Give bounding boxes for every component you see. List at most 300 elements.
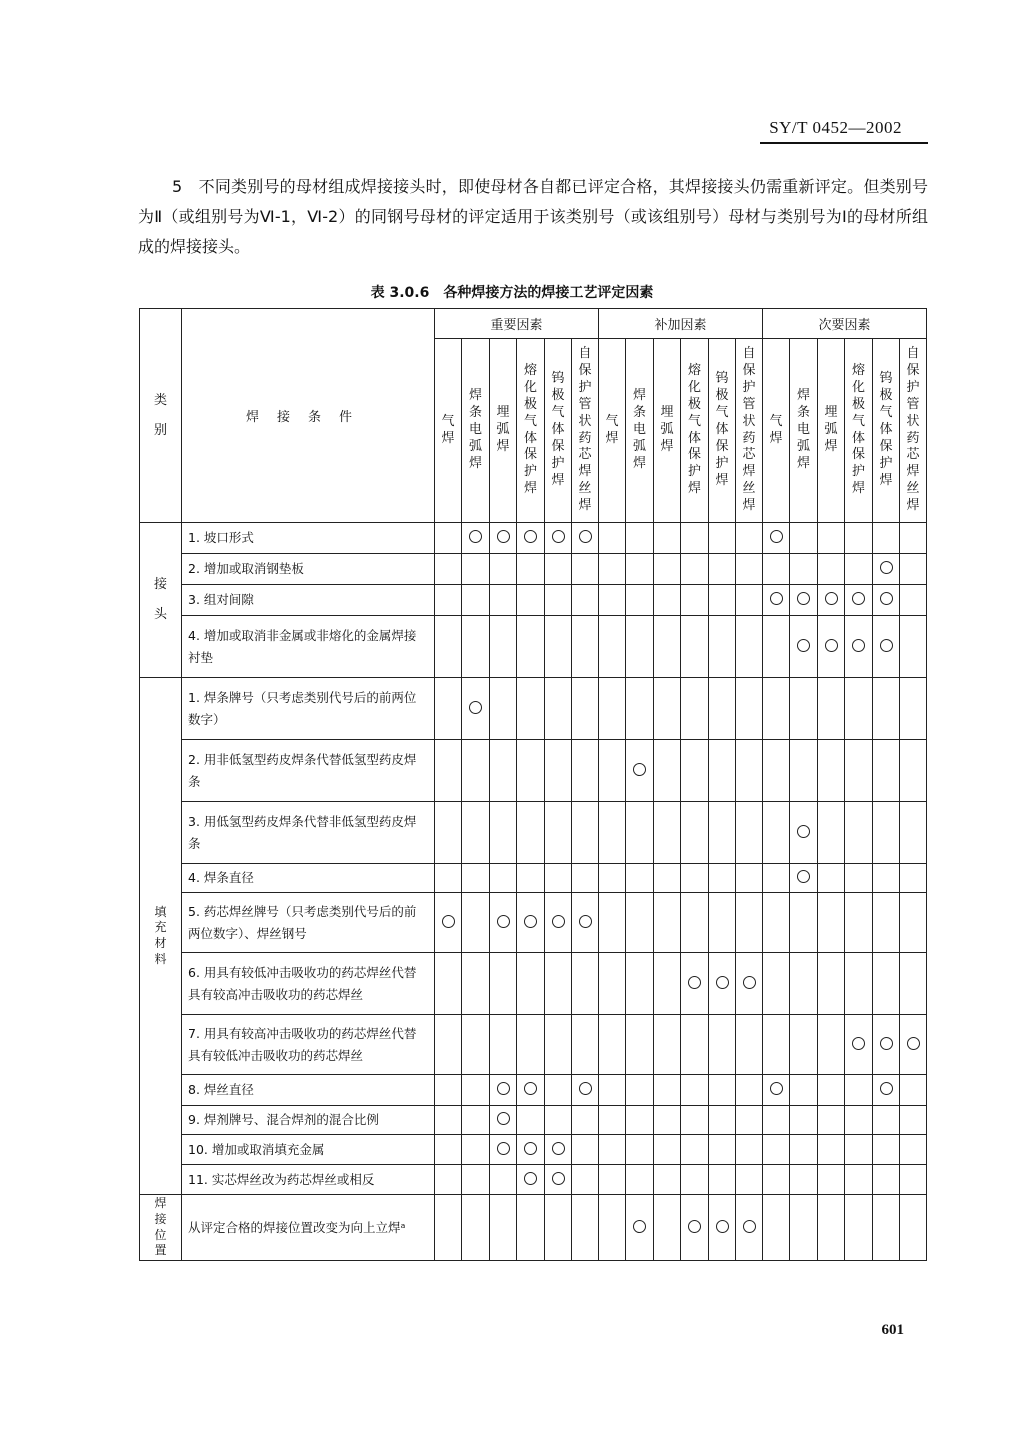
table-row (140, 554, 927, 585)
table-row (140, 1015, 927, 1075)
mark-cell (709, 802, 736, 864)
mark-cell (763, 1135, 790, 1165)
method-label: 熔化极气体保护焊 (524, 362, 538, 497)
table-row (140, 1106, 927, 1135)
mark-cell (462, 864, 490, 893)
mark-cell (626, 1165, 654, 1195)
mark-cell (845, 802, 873, 864)
mark-cell (517, 616, 545, 678)
mark-cell (790, 1075, 818, 1106)
circle-mark (770, 530, 783, 543)
method-header (626, 339, 654, 523)
mark-cell (654, 1165, 681, 1195)
mark-cell (790, 740, 818, 802)
mark-cell (435, 616, 462, 678)
mark-cell (900, 1015, 927, 1075)
page-number: 601 (881, 1322, 904, 1338)
table-row (140, 953, 927, 1015)
mark-cell (818, 1075, 845, 1106)
mark-cell (626, 953, 654, 1015)
circle-mark (880, 639, 893, 652)
group-header-1: 补加因素 (599, 309, 763, 339)
mark-cell (763, 616, 790, 678)
mark-cell (517, 585, 545, 616)
condition-cell: 2. 用非低氢型药皮焊条代替低氢型药皮焊条 (182, 740, 435, 802)
circle-mark (743, 976, 756, 989)
circle-mark (797, 639, 810, 652)
mark-cell (462, 523, 490, 554)
condition-cell: 4. 焊条直径 (182, 864, 435, 893)
mark-cell (599, 802, 626, 864)
mark-cell (626, 740, 654, 802)
mark-cell (654, 740, 681, 802)
category-label: 填充材料 (154, 904, 167, 966)
mark-cell (845, 523, 873, 554)
table-row (140, 893, 927, 953)
mark-cell (845, 678, 873, 740)
mark-cell (790, 523, 818, 554)
mark-cell (654, 1135, 681, 1165)
mark-cell (626, 802, 654, 864)
mark-cell (873, 1075, 900, 1106)
mark-cell (517, 1195, 545, 1261)
mark-cell (545, 893, 572, 953)
mark-cell (736, 678, 763, 740)
mark-cell (845, 554, 873, 585)
circle-mark (579, 530, 592, 543)
method-label: 自保护管状药芯焊丝焊 (578, 346, 592, 514)
mark-cell (490, 1195, 517, 1261)
method-header (654, 339, 681, 523)
circle-mark (797, 592, 810, 605)
mark-cell (654, 1106, 681, 1135)
mark-cell (599, 1195, 626, 1261)
mark-cell (763, 802, 790, 864)
mark-cell (545, 678, 572, 740)
mark-cell (709, 740, 736, 802)
mark-cell (873, 523, 900, 554)
mark-cell (873, 678, 900, 740)
mark-cell (626, 864, 654, 893)
circle-mark (524, 1142, 537, 1155)
circle-mark (524, 1172, 537, 1185)
table-row (140, 1075, 927, 1106)
mark-cell (763, 1195, 790, 1261)
category-header-cell (140, 309, 182, 523)
mark-cell (517, 1106, 545, 1135)
mark-cell (626, 1106, 654, 1135)
mark-cell (654, 616, 681, 678)
mark-cell (654, 554, 681, 585)
circle-mark (497, 1082, 510, 1095)
mark-cell (490, 1015, 517, 1075)
mark-cell (681, 523, 709, 554)
mark-cell (572, 893, 599, 953)
method-header (845, 339, 873, 523)
mark-cell (545, 554, 572, 585)
circle-mark (825, 639, 838, 652)
mark-cell (818, 1135, 845, 1165)
mark-cell (572, 864, 599, 893)
method-label: 埋弧焊 (660, 405, 674, 454)
mark-cell (900, 1075, 927, 1106)
mark-cell (790, 953, 818, 1015)
mark-cell (873, 554, 900, 585)
mark-cell (654, 678, 681, 740)
mark-cell (900, 616, 927, 678)
mark-cell (736, 802, 763, 864)
method-label: 焊条电弧焊 (469, 388, 483, 471)
table-row (140, 616, 927, 678)
mark-cell (572, 1135, 599, 1165)
mark-cell (654, 523, 681, 554)
mark-cell (654, 864, 681, 893)
mark-cell (818, 678, 845, 740)
mark-cell (462, 678, 490, 740)
mark-cell (626, 1135, 654, 1165)
circle-mark (524, 530, 537, 543)
condition-cell: 从评定合格的焊接位置改变为向上立焊ᵃ (182, 1195, 435, 1261)
circle-mark (880, 592, 893, 605)
mark-cell (845, 953, 873, 1015)
table-row (140, 678, 927, 740)
mark-cell (900, 740, 927, 802)
mark-cell (572, 802, 599, 864)
mark-cell (900, 554, 927, 585)
method-header (709, 339, 736, 523)
method-header (435, 339, 462, 523)
method-label: 焊条电弧焊 (633, 388, 647, 471)
circle-mark (797, 870, 810, 883)
mark-cell (790, 585, 818, 616)
mark-cell (736, 893, 763, 953)
mark-cell (435, 523, 462, 554)
condition-cell: 4. 增加或取消非金属或非熔化的金属焊接衬垫 (182, 616, 435, 678)
mark-cell (626, 893, 654, 953)
mark-cell (709, 893, 736, 953)
mark-cell (490, 523, 517, 554)
circle-mark (524, 1082, 537, 1095)
table-row (140, 740, 927, 802)
condition-cell: 8. 焊丝直径 (182, 1075, 435, 1106)
group-header-2: 次要因素 (763, 309, 927, 339)
mark-cell (845, 1075, 873, 1106)
mark-cell (490, 1135, 517, 1165)
mark-cell (736, 1075, 763, 1106)
condition-cell: 6. 用具有较低冲击吸收功的药芯焊丝代替具有较高冲击吸收功的药芯焊丝 (182, 953, 435, 1015)
mark-cell (626, 1195, 654, 1261)
mark-cell (490, 585, 517, 616)
method-label: 熔化极气体保护焊 (852, 362, 866, 497)
mark-cell (490, 1106, 517, 1135)
mark-cell (873, 893, 900, 953)
mark-cell (736, 1195, 763, 1261)
condition-cell: 9. 焊剂牌号、混合焊剂的混合比例 (182, 1106, 435, 1135)
mark-cell (490, 1165, 517, 1195)
mark-cell (681, 1195, 709, 1261)
circle-mark (716, 976, 729, 989)
mark-cell (818, 1106, 845, 1135)
mark-cell (818, 1165, 845, 1195)
mark-cell (681, 554, 709, 585)
condition-cell: 1. 焊条牌号（只考虑类别代号后的前两位数字） (182, 678, 435, 740)
mark-cell (462, 1106, 490, 1135)
mark-cell (736, 1165, 763, 1195)
mark-cell (654, 893, 681, 953)
mark-cell (435, 740, 462, 802)
mark-cell (709, 953, 736, 1015)
mark-cell (490, 802, 517, 864)
mark-cell (873, 802, 900, 864)
method-header (900, 339, 927, 523)
mark-cell (654, 1195, 681, 1261)
method-header (681, 339, 709, 523)
method-header (763, 339, 790, 523)
method-header (873, 339, 900, 523)
circle-mark (497, 1112, 510, 1125)
mark-cell (435, 1015, 462, 1075)
mark-cell (818, 893, 845, 953)
mark-cell (790, 893, 818, 953)
method-header (790, 339, 818, 523)
method-label: 自保护管状药芯焊丝焊 (742, 346, 756, 514)
mark-cell (709, 585, 736, 616)
category-header-label: 类别 (154, 392, 168, 438)
mark-cell (626, 554, 654, 585)
mark-cell (462, 740, 490, 802)
mark-cell (818, 864, 845, 893)
mark-cell (572, 740, 599, 802)
mark-cell (709, 1195, 736, 1261)
mark-cell (517, 1015, 545, 1075)
mark-cell (736, 523, 763, 554)
mark-cell (654, 802, 681, 864)
mark-cell (681, 678, 709, 740)
mark-cell (900, 802, 927, 864)
mark-cell (709, 678, 736, 740)
group-header-0: 重要因素 (435, 309, 599, 339)
mark-cell (845, 585, 873, 616)
condition-cell: 3. 用低氢型药皮焊条代替非低氢型药皮焊条 (182, 802, 435, 864)
mark-cell (435, 802, 462, 864)
method-header (462, 339, 490, 523)
mark-cell (572, 1165, 599, 1195)
standard-code: SY/T 0452—2002 (769, 118, 902, 137)
category-label: 焊接位置 (154, 1196, 167, 1258)
method-header (818, 339, 845, 523)
mark-cell (599, 1015, 626, 1075)
mark-cell (626, 616, 654, 678)
mark-cell (845, 740, 873, 802)
mark-cell (845, 1135, 873, 1165)
mark-cell (626, 585, 654, 616)
body-paragraph (138, 172, 928, 262)
method-label: 钨极气体保护焊 (715, 371, 729, 488)
header-rule (760, 142, 928, 144)
circle-mark (688, 1220, 701, 1233)
mark-cell (545, 1075, 572, 1106)
mark-cell (462, 585, 490, 616)
mark-cell (736, 554, 763, 585)
circle-mark (579, 1082, 592, 1095)
paragraph-text: 5 不同类别号的母材组成焊接接头时，即使母材各自都已评定合格，其焊接接头仍需重新评定。但类别号为Ⅱ（或组别号为Ⅵ-1，Ⅵ-2）的同钢号母材的评定适用于该类别号（或该组别号）母材与类别号为Ⅰ的母材所组成的焊接接头。 (138, 177, 928, 256)
mark-cell (599, 1106, 626, 1135)
mark-cell (681, 1165, 709, 1195)
circle-mark (852, 639, 865, 652)
circle-mark (524, 915, 537, 928)
mark-cell (818, 554, 845, 585)
circle-mark (797, 825, 810, 838)
mark-cell (462, 953, 490, 1015)
mark-cell (545, 523, 572, 554)
circle-mark (552, 530, 565, 543)
mark-cell (818, 1195, 845, 1261)
mark-cell (435, 554, 462, 585)
circle-mark (442, 915, 455, 928)
mark-cell (435, 1135, 462, 1165)
mark-cell (545, 1015, 572, 1075)
mark-cell (626, 678, 654, 740)
mark-cell (736, 1135, 763, 1165)
mark-cell (490, 616, 517, 678)
circle-mark (552, 1142, 565, 1155)
mark-cell (599, 585, 626, 616)
circle-mark (579, 915, 592, 928)
circle-mark (497, 1142, 510, 1155)
mark-cell (681, 585, 709, 616)
mark-cell (435, 585, 462, 616)
circle-mark (688, 976, 701, 989)
mark-cell (435, 1195, 462, 1261)
mark-cell (599, 1075, 626, 1106)
category-label: 接头 (154, 577, 168, 622)
mark-cell (435, 953, 462, 1015)
mark-cell (517, 740, 545, 802)
mark-cell (599, 678, 626, 740)
mark-cell (572, 585, 599, 616)
mark-cell (572, 1075, 599, 1106)
mark-cell (517, 1135, 545, 1165)
mark-cell (790, 1165, 818, 1195)
mark-cell (873, 1195, 900, 1261)
mark-cell (681, 1135, 709, 1165)
method-label: 气焊 (605, 413, 619, 446)
mark-cell (545, 1195, 572, 1261)
mark-cell (681, 740, 709, 802)
mark-cell (736, 585, 763, 616)
mark-cell (545, 740, 572, 802)
circle-mark (770, 1082, 783, 1095)
circle-mark (716, 1220, 729, 1233)
mark-cell (681, 1106, 709, 1135)
table-caption: 表 3.0.6 各种焊接方法的焊接工艺评定因素 (370, 285, 654, 301)
mark-cell (790, 864, 818, 893)
circle-mark (907, 1037, 920, 1050)
circle-mark (469, 701, 482, 714)
mark-cell (873, 1135, 900, 1165)
mark-cell (790, 1106, 818, 1135)
table-row (140, 1135, 927, 1165)
mark-cell (599, 554, 626, 585)
mark-cell (763, 678, 790, 740)
mark-cell (462, 802, 490, 864)
mark-cell (845, 1195, 873, 1261)
mark-cell (517, 1075, 545, 1106)
condition-cell: 10. 增加或取消填充金属 (182, 1135, 435, 1165)
mark-cell (681, 1015, 709, 1075)
mark-cell (435, 1165, 462, 1195)
mark-cell (709, 1135, 736, 1165)
circle-mark (633, 763, 646, 776)
mark-cell (763, 1015, 790, 1075)
mark-cell (790, 1195, 818, 1261)
mark-cell (736, 864, 763, 893)
mark-cell (763, 1106, 790, 1135)
mark-cell (763, 1075, 790, 1106)
method-header (599, 339, 626, 523)
mark-cell (435, 678, 462, 740)
mark-cell (517, 953, 545, 1015)
mark-cell (572, 1015, 599, 1075)
mark-cell (626, 1075, 654, 1106)
circle-mark (552, 1172, 565, 1185)
mark-cell (490, 864, 517, 893)
mark-cell (517, 1165, 545, 1195)
mark-cell (462, 616, 490, 678)
mark-cell (572, 953, 599, 1015)
mark-cell (736, 1015, 763, 1075)
mark-cell (599, 1135, 626, 1165)
method-label: 焊条电弧焊 (797, 388, 811, 471)
mark-cell (845, 1165, 873, 1195)
mark-cell (845, 616, 873, 678)
method-header (517, 339, 545, 523)
table-row (140, 802, 927, 864)
mark-cell (654, 953, 681, 1015)
mark-cell (763, 523, 790, 554)
mark-cell (873, 953, 900, 1015)
mark-cell (763, 1165, 790, 1195)
mark-cell (545, 1106, 572, 1135)
mark-cell (599, 740, 626, 802)
mark-cell (790, 678, 818, 740)
mark-cell (572, 678, 599, 740)
mark-cell (462, 1015, 490, 1075)
method-header (490, 339, 517, 523)
mark-cell (681, 802, 709, 864)
mark-cell (572, 554, 599, 585)
category-cell (140, 523, 182, 678)
mark-cell (654, 585, 681, 616)
mark-cell (845, 893, 873, 953)
mark-cell (545, 585, 572, 616)
mark-cell (435, 1075, 462, 1106)
mark-cell (490, 554, 517, 585)
mark-cell (736, 740, 763, 802)
mark-cell (873, 1106, 900, 1135)
circle-mark (552, 915, 565, 928)
mark-cell (709, 864, 736, 893)
mark-cell (545, 864, 572, 893)
condition-cell: 5. 药芯焊丝牌号（只考虑类别代号后的前两位数字）、焊丝钢号 (182, 893, 435, 953)
mark-cell (599, 953, 626, 1015)
mark-cell (572, 523, 599, 554)
mark-cell (435, 893, 462, 953)
circle-mark (852, 592, 865, 605)
condition-cell: 1. 坡口形式 (182, 523, 435, 554)
mark-cell (818, 1015, 845, 1075)
condition-cell: 3. 组对间隙 (182, 585, 435, 616)
